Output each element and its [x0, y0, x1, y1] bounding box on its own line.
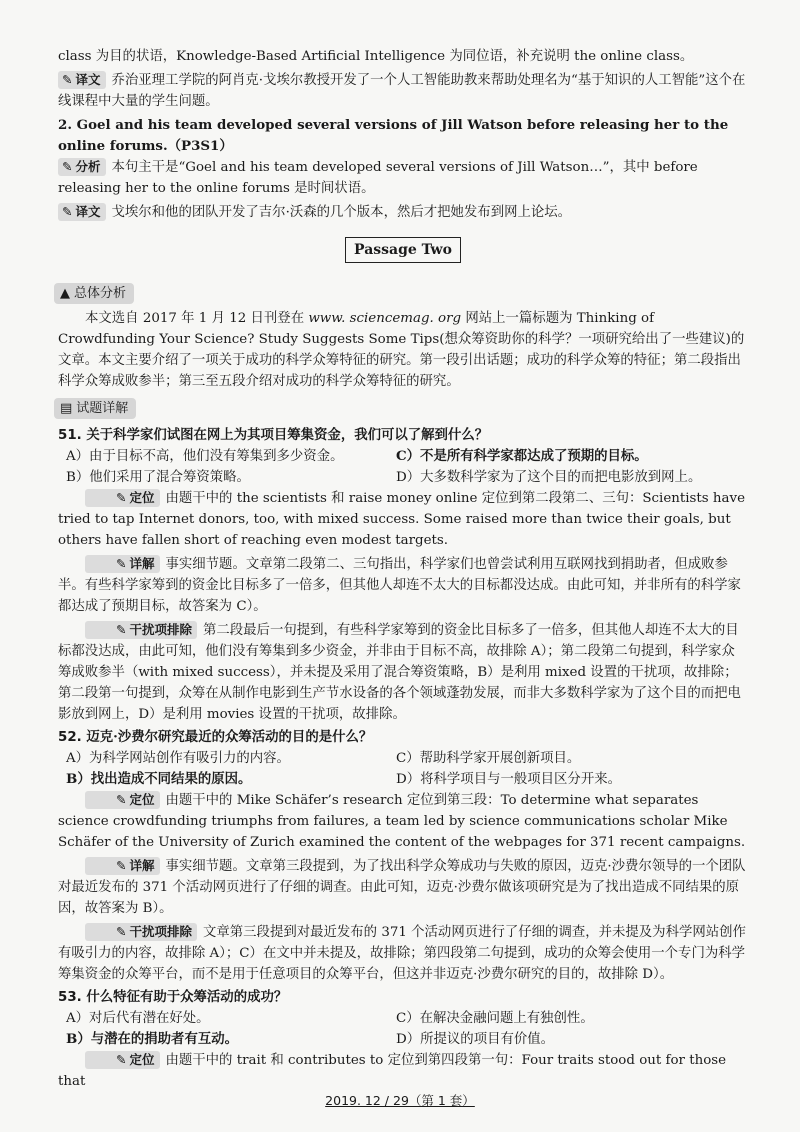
pen-icon: ✎	[116, 622, 127, 637]
overview-text-pre: 本文选自 2017 年 1 月 12 日刊登在	[85, 311, 309, 326]
analysis-tag-label: 分析	[75, 159, 101, 174]
q53-option-d: D）所提议的项目有价值。	[396, 1032, 555, 1047]
pen-icon: ✎	[116, 556, 127, 571]
q52-detail-tag	[85, 857, 160, 875]
q51-option-a: A）由于目标不高，他们没有筹集到多少资金。	[66, 449, 344, 464]
overview-site: www. sciencemag. org	[308, 311, 462, 326]
q53-locate-tag	[85, 1051, 160, 1069]
q52-title-text: 迈克·沙费尔研究最近的众筹活动的目的是什么？	[86, 729, 373, 745]
overview-label-text: 总体分析	[74, 286, 127, 301]
q51-locate-tag	[85, 489, 160, 507]
detail-label-text: 试题详解	[76, 401, 129, 416]
q52-detail-tag-label: 详解	[129, 858, 155, 873]
q51-option-b: B）他们采用了混合筹资策略。	[66, 470, 250, 485]
pen-icon: ✎	[116, 924, 127, 939]
analysis-text: 本句主干是“Goel and his team developed several versions of Jill Watson…”，其中 before releasing her to the online forums 是时间状语。	[58, 160, 698, 196]
q51-exclude-tag	[85, 621, 197, 639]
passage-title: Passage Two	[345, 237, 461, 263]
pen-icon: ✎	[116, 490, 127, 505]
q51-locate	[58, 488, 748, 551]
q52-exclude-tag-label: 干扰项排除	[129, 924, 192, 939]
q51-option-c: C）不是所有科学家都达成了预期的目标。	[396, 448, 648, 464]
q51-title-text: 关于科学家们试图在网上为其项目筹集资金，我们可以了解到什么？	[86, 427, 489, 443]
translation2-tag-label: 译文	[75, 204, 101, 219]
translation-tag-label: 译文	[75, 72, 101, 87]
passage-title-wrap	[58, 237, 748, 263]
q52-locate-tag-label: 定位	[129, 792, 155, 807]
q52-option-d: D）将科学项目与一般项目区分开来。	[396, 772, 621, 787]
q51-locate-text: 由题干中的 the scientists 和 raise money online 定位到第二段第二、三句：Scientists have tried to tap Internet donors, too, with mixed success. Some raised more than twice their goals, but others have fallen short of reaching even modest targets.	[58, 491, 746, 548]
mountain-icon: ▲	[60, 286, 70, 301]
q52-option-a: A）为科学网站创作有吸引力的内容。	[66, 751, 290, 766]
pen-icon: ✎	[116, 792, 127, 807]
q51-options	[58, 446, 748, 488]
q52-number: 52.	[58, 730, 82, 745]
q53-title	[58, 987, 748, 1008]
top-translation	[58, 70, 748, 112]
q51-exclude-tag-label: 干扰项排除	[129, 622, 192, 637]
translation2-text: 戈埃尔和他的团队开发了吉尔·沃森的几个版本，然后才把她发布到网上论坛。	[111, 205, 572, 220]
top-line1: class 为目的状语，Knowledge-Based Artificial Intelligence 为同位语，补充说明 the online class。	[58, 49, 694, 64]
detail-label	[54, 398, 136, 419]
q51-locate-tag-label: 定位	[129, 490, 155, 505]
analysis-tag	[58, 158, 106, 176]
book-icon: ▤	[60, 401, 73, 416]
q53-title-text: 什么特征有助于众筹活动的成功？	[86, 989, 288, 1005]
q51-option-d: D）大多数科学家为了这个目的而把电影放到网上。	[396, 470, 702, 485]
q52-detail	[58, 856, 748, 919]
q51-title	[58, 425, 748, 446]
q52-exclude	[58, 922, 748, 985]
q53-number: 53.	[58, 990, 82, 1005]
q52-detail-text: 事实细节题。文章第三段提到，为了找出科学众筹成功与失败的原因，迈克·沙费尔领导的一个团队对最近发布的 371 个活动网页进行了仔细的调查。由此可知，迈克·沙费尔做该项研究是为了找出造成不同结果的原因，故答案为 B）。	[58, 859, 746, 916]
translation2-tag	[58, 203, 106, 221]
item2-analysis	[58, 157, 748, 199]
pen-icon: ✎	[62, 204, 73, 219]
pen-icon: ✎	[116, 1052, 127, 1067]
q52-exclude-tag	[85, 923, 197, 941]
q52-locate	[58, 790, 748, 853]
q52-exclude-text: 文章第三段提到对最近发布的 371 个活动网页进行了仔细的调查，并未提及为科学网站创作有吸引力的内容，故排除 A）；C）在文中并未提及，故排除；第四段第二句提到，成功的众筹会使用一个专门为科学筹集资金的众筹平台，而不是用于任意项目的众筹平台，但这并非迈克·沙费尔研究的目的，故排除 D）。	[58, 925, 746, 982]
content	[58, 46, 748, 1092]
q53-option-b: B）与潜在的捐助者有互动。	[66, 1031, 239, 1047]
item2-number: 2.	[58, 117, 72, 133]
page-footer: 2019. 12 / 29（第 1 套）	[325, 1093, 475, 1108]
overview-label	[54, 283, 134, 304]
q52-option-b: B）找出造成不同结果的原因。	[66, 771, 252, 787]
q52-options	[58, 748, 748, 790]
q53-locate-tag-label: 定位	[129, 1052, 155, 1067]
item2-sentence	[58, 115, 748, 157]
q51-detail-tag-label: 详解	[129, 556, 155, 571]
q52-locate-tag	[85, 791, 160, 809]
pen-icon: ✎	[62, 159, 73, 174]
item2-sentence-text: Goel and his team developed several versions of Jill Watson before releasing her to the online forums.（P3S1）	[58, 117, 729, 154]
q52-title	[58, 727, 748, 748]
q52-option-c: C）帮助科学家开展创新项目。	[396, 751, 581, 766]
q51-detail-text: 事实细节题。文章第二段第二、三句指出，科学家们也曾尝试利用互联网找到捐助者，但成败参半。有些科学家筹到的资金比目标多了一倍多，但其他人却连不太大的目标都没达成。由此可知，并非所有的科学家都达成了预期目标，故答案为 C）。	[58, 557, 741, 614]
q53-option-a: A）对后代有潜在好处。	[66, 1011, 210, 1026]
q51-detail-tag	[85, 555, 160, 573]
q51-detail	[58, 554, 748, 617]
q51-exclude	[58, 620, 748, 725]
pen-icon: ✎	[116, 858, 127, 873]
translation-text: 乔治亚理工学院的阿肖克·戈埃尔教授开发了一个人工智能助教来帮助处理名为“基于知识的人工智能”这个在线课程中大量的学生问题。	[58, 73, 746, 109]
q53-locate	[58, 1050, 748, 1092]
q53-options	[58, 1008, 748, 1050]
q52-locate-text: 由题干中的 Mike Schäfer’s research 定位到第三段：To determine what separates science crowdfunding triumphs from failures, a team led by science communications scholar Mike Schäfer of the University of Zurich examined the content of the webpages for 371 recent campaigns.	[58, 793, 746, 850]
q51-exclude-text: 第二段最后一句提到，有些科学家筹到的资金比目标多了一倍多，但其他人却连不太大的目标都没达成，由此可知，他们没有筹集到多少资金，并非由于目标不高，故排除 A）；第二段第二句提到，科学家众筹成败参半（with mixed success），并未提及采用了混合筹资策略，B）是利用 mixed 设置的干扰项，故排除；第二段第一句提到，众筹在从制作电影到生产节水设备的各个领域蓬勃发展，而非大多数科学家为了这个目的而把电影放到网上，D）是利用 movies 设置的干扰项，故排除。	[58, 623, 741, 722]
pen-icon: ✎	[62, 72, 73, 87]
overview-text-post: 网站上一篇标题为 Thinking of Crowdfunding Your Science? Study Suggests Some Tips(想众筹资助你的科学？一项研究给出了一些建议)的文章。本文主要介绍了一项关于成功的科学众筹特征的研究。第一段引出话题；成功的科学众筹的特征；第二段指出科学众筹成败参半；第三至五段介绍对成功的科学众筹特征的研究。	[58, 311, 745, 389]
overview-text	[58, 308, 748, 392]
q53-locate-text: 由题干中的 trait 和 contributes to 定位到第四段第一句：Four traits stood out for those that	[58, 1053, 727, 1089]
q53-option-c: C）在解决金融问题上有独创性。	[396, 1011, 594, 1026]
translation-tag	[58, 71, 106, 89]
q51-number: 51.	[58, 428, 82, 443]
item2-translation	[58, 202, 748, 223]
